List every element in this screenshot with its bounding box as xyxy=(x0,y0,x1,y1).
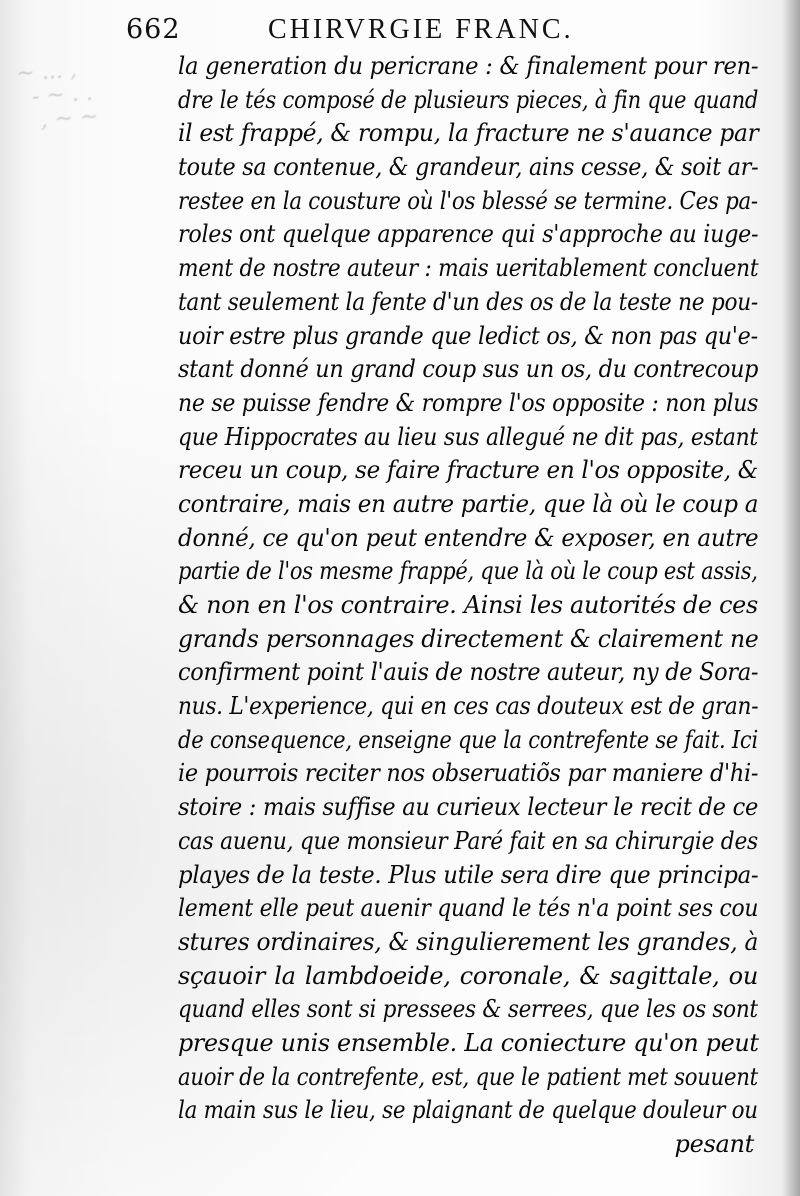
text-line: dre le tés composé de plusieurs pieces, à fin que quand xyxy=(178,85,759,114)
text-line: toute sa contenue, & grandeur, ains cesse, & soit ar- xyxy=(178,153,759,182)
text-line: receu un coup, se faire fracture en l'os opposite, & xyxy=(178,456,759,485)
text-line: cas auenu, que monsieur Paré fait en sa chirurgie des xyxy=(178,826,758,855)
text-line: & non en l'os contraire. Ainsi les autorités de ces xyxy=(178,591,758,619)
text-line: nus. L'experience, qui en ces cas douteux est de gran- xyxy=(178,692,759,721)
text-line: la generation du pericrane : & finalement pour ren- xyxy=(178,52,759,80)
text-line: roles ont quelque apparence qui s'approche au iuge- xyxy=(178,220,759,249)
text-line: playes de la teste. Plus utile sera dire que principa- xyxy=(178,860,759,889)
text-line: partie de l'os mesme frappé, que là où le coup est assis, xyxy=(178,557,758,586)
text-line: grands personnages directement & clairement ne xyxy=(178,624,759,653)
text-line: ment de nostre auteur : mais ueritablement concluent xyxy=(178,254,759,283)
text-line: que Hippocrates au lieu sus allegué ne dit pas, estant xyxy=(178,422,758,451)
text-line: confirment point l'auis de nostre auteur, ny de Sora- xyxy=(178,658,759,687)
text-line: il est frappé, & rompu, la fracture ne s'auance par xyxy=(178,119,759,148)
text-line: contraire, mais en autre partie, que là où le coup a xyxy=(178,489,759,518)
text-line: restee en la cousture où l'os blessé se termine. Ces pa- xyxy=(178,186,758,215)
binding-shadow xyxy=(782,0,800,1196)
text-line: donné, ce qu'on peut entendre & exposer, en autre xyxy=(178,523,759,552)
text-line: quand elles sont si pressees & serrees, que les os sont xyxy=(178,995,758,1024)
catchword: pesant xyxy=(674,1130,754,1158)
text-line: tant seulement la fente d'un des os de la teste ne pou- xyxy=(178,287,758,316)
text-line: ie pourrois reciter nos obseruatiõs par maniere d'hi- xyxy=(178,759,759,788)
text-line: lement elle peut auenir quand le tés n'a point ses cou xyxy=(178,894,759,923)
text-line: auoir de la contrefente, est, que le patient met souuent xyxy=(178,1062,758,1091)
bleed-through-handwriting: ~ ... , - ~ . . , ~ ~ xyxy=(15,57,100,135)
page-header xyxy=(120,8,680,50)
text-line: presque unis ensemble. La coniecture qu'on peut xyxy=(178,1028,759,1057)
running-title: CHIRVRGIE FRANC. xyxy=(268,14,574,45)
text-line: sçauoir la lambdoeide, coronale, & sagittale, ou xyxy=(178,961,758,990)
text-line: stant donné un grand coup sus un os, du contrecoup xyxy=(178,355,759,384)
text-line: uoir estre plus grande que ledict os, & non pas qu'e- xyxy=(178,321,758,350)
page-number: 662 xyxy=(126,14,181,45)
text-line: stoire : mais suffise au curieux lecteur le recit de ce xyxy=(178,793,759,822)
text-line: de consequence, enseigne que la contrefente se fait. Ici xyxy=(178,725,758,754)
text-line: ne se puisse fendre & rompre l'os opposite : non plus xyxy=(178,388,759,417)
text-line: la main sus le lieu, se plaignant de quelque douleur ou xyxy=(178,1096,758,1125)
text-line: stures ordinaires, & singulierement les grandes, à xyxy=(178,927,759,956)
body-text xyxy=(178,50,758,1162)
